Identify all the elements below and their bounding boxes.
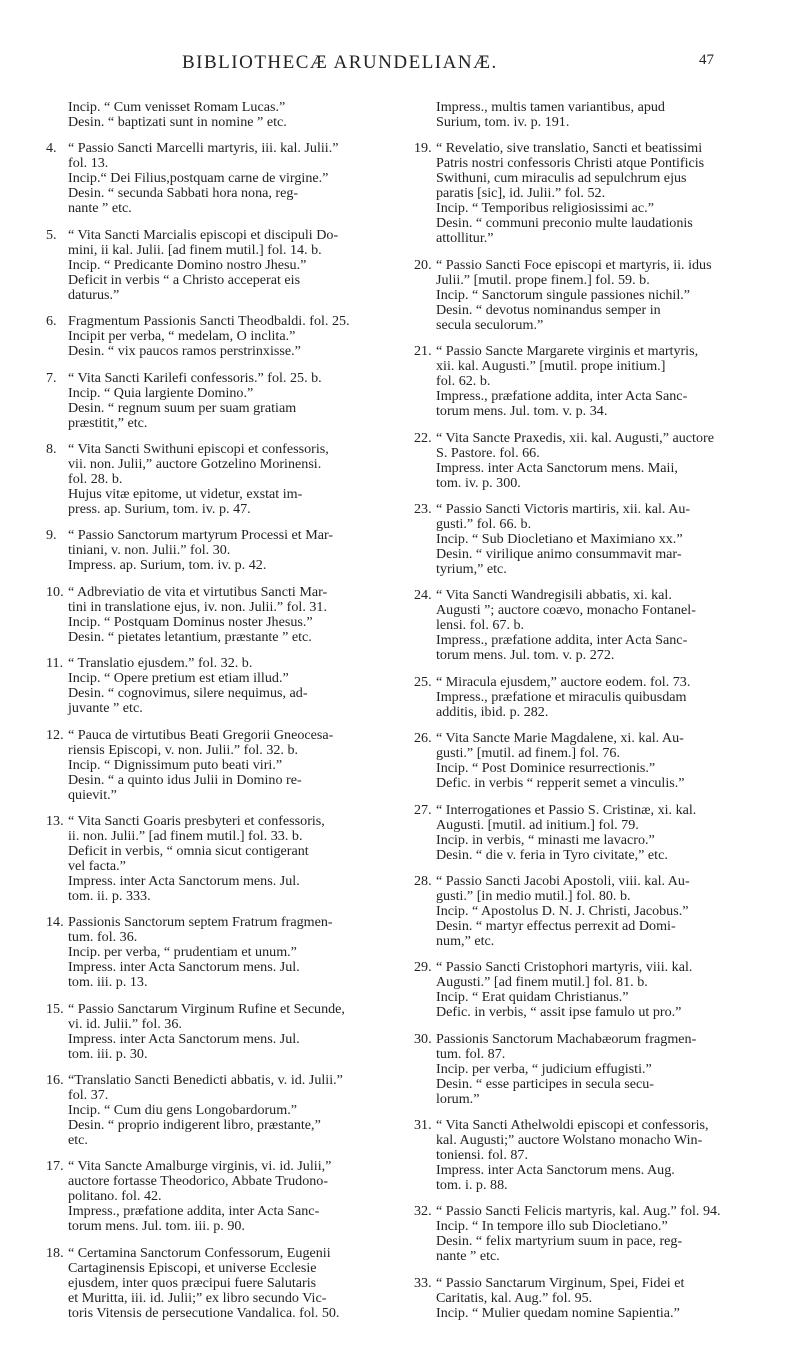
entry-line: Defic. in verbis “ repperit semet a vinculis.” (436, 775, 685, 792)
entry-line: lorum.” (436, 1090, 480, 1107)
entry-line: vi. id. Julii.” fol. 36. (68, 1015, 182, 1032)
entry-line: auctore fortasse Theodorico, Abbate Trudono- (68, 1173, 329, 1190)
entry-first-line (46, 1073, 382, 1088)
entry-first-line (46, 728, 382, 743)
entry-text: Passionis Sanctorum Machabæorum fragmen- (436, 1030, 697, 1047)
entry-text: “ Interrogationes et Passio S. Cristinæ, xi. kal. (436, 801, 697, 818)
entry-number: 28. (414, 872, 432, 889)
entry-number: 27. (414, 801, 432, 818)
entry-text: “ Passio Sancti Felicis martyris, kal. Aug.” fol. 94. (436, 1203, 721, 1220)
entry-line: gusti.” [in medio mutil.] fol. 80. b. (436, 887, 631, 904)
entry-line: fol. 13. (68, 155, 109, 172)
catalogue-entry (46, 100, 382, 130)
entry-line: Impress. inter Acta Sanctorum mens. Aug. (436, 1162, 675, 1179)
entry-line: Patris nostri confessoris Christi atque Pontificis (436, 155, 705, 172)
entry-line: Desin. “ secunda Sabbati hora nona, reg- (68, 185, 299, 202)
entry-line: Desin. “ proprio indigerent libro, præstante,” (68, 1117, 321, 1134)
entry-line: Incipit per verba, “ medelam, O inclita.” (68, 328, 296, 345)
entry-first-line (46, 1159, 382, 1174)
entry-number: 9. (46, 527, 57, 544)
entry-line: Desin. “ cognovimus, silere nequimus, ad- (68, 685, 308, 702)
entry-first-line (414, 1032, 750, 1047)
entry-line: Desin. “ baptizati sunt in nomine ” etc. (68, 114, 287, 130)
entry-first-line (414, 258, 750, 273)
entry-line: fol. 62. b. (436, 373, 491, 390)
entry-line: Incip. “ Predicante Domino nostro Jhesu.” (68, 256, 307, 273)
entry-line: riensis Episcopi, v. non. Julii.” fol. 32. b. (68, 741, 299, 758)
entry-line: tum. fol. 36. (68, 929, 138, 946)
entry-first-line (414, 803, 750, 818)
entry-line: Augusti. [mutil. ad initium.] fol. 79. (436, 816, 639, 833)
entry-text: “ Passio Sancte Margarete virginis et martyris, (436, 343, 699, 360)
entry-line: Incip. “ Temporibus religiosissimi ac.” (436, 200, 654, 217)
entry-text: “ Vita Sancti Wandregisili abbatis, xi. kal. (436, 587, 672, 604)
entry-line: attollitur.” (436, 230, 494, 247)
catalogue-entry (46, 585, 382, 645)
entry-text: “ Adbreviatio de vita et virtutibus Sancti Mar- (68, 583, 328, 600)
entry-number: 10. (46, 583, 64, 600)
entry-first-line (46, 585, 382, 600)
catalogue-entry (46, 1073, 382, 1148)
entry-line: Incip. “ Dignissimum puto beati viri.” (68, 756, 283, 773)
entry-line: Impress. ap. Surium, tom. iv. p. 42. (68, 557, 267, 574)
entry-line: mini, ii kal. Julii. [ad finem mutil.] fol. 14. b. (68, 241, 322, 258)
entry-number: 31. (414, 1117, 432, 1134)
entry-line: Julii.” [mutil. prope finem.] fol. 59. b. (436, 271, 650, 288)
entry-line: Incip.“ Dei Filius,postquam carne de virgine.” (68, 170, 329, 187)
entry-line: Cartaginensis Episcopi, et universe Ecclesie (68, 1259, 317, 1276)
entry-first-line: Incip. “ Cum venisset Romam Lucas.” (68, 99, 286, 115)
entry-line: lensi. fol. 67. b. (436, 617, 525, 634)
entry-line: Incip. “ Postquam Dominus noster Jhesus.” (68, 613, 313, 630)
entry-line: num,” etc. (436, 932, 495, 949)
entry-number: 21. (414, 343, 432, 360)
entry-line: et Muritta, iii. id. Julii;” ex libro secundo Vic- (68, 1289, 327, 1306)
entry-line: Incip. per verba, “ judicium effugisti.” (436, 1060, 652, 1077)
entry-number: 5. (46, 226, 57, 243)
entry-text: “ Passio Sanctarum Virginum Rufine et Secunde, (68, 1000, 345, 1017)
entry-first-line: Impress., multis tamen variantibus, apud (436, 99, 665, 115)
catalogue-entry (414, 141, 750, 246)
entry-line: Impress. inter Acta Sanctorum mens. Maii, (436, 459, 678, 476)
entry-line: Desin. “ devotus nominandus semper in (436, 301, 661, 318)
entry-number: 22. (414, 429, 432, 446)
catalogue-entry (46, 1159, 382, 1234)
entry-line: Incip. “ Post Dominice resurrectionis.” (436, 760, 656, 777)
entry-number: 15. (46, 1000, 64, 1017)
entry-number: 6. (46, 313, 57, 330)
entry-line: Desin. “ felix martyrium suum in pace, reg- (436, 1233, 683, 1250)
entry-line: Incip. per verba, “ prudentiam et unum.” (68, 944, 297, 961)
entry-number: 12. (46, 726, 64, 743)
entry-line: tom. iii. p. 30. (68, 1045, 148, 1062)
entry-text: Fragmentum Passionis Sancti Theodbaldi. fol. 25. (68, 313, 350, 330)
entry-number: 17. (46, 1158, 64, 1175)
catalogue-entry (414, 960, 750, 1020)
catalogue-entry (414, 344, 750, 419)
catalogue-entry (46, 442, 382, 517)
entry-line: tom. iv. p. 300. (436, 474, 521, 491)
entry-line: torum mens. Jul. tom. v. p. 34. (436, 403, 608, 420)
left-column (46, 100, 382, 1332)
entry-first-line (414, 431, 750, 446)
entry-line: Incip. “ Erat quidam Christianus.” (436, 989, 629, 1006)
entry-number: 18. (46, 1244, 64, 1261)
entry-line: Desin. “ esse participes in secula secu- (436, 1075, 654, 1092)
entry-number: 29. (414, 959, 432, 976)
entry-number: 26. (414, 730, 432, 747)
entry-line: secula seculorum.” (436, 316, 544, 333)
entry-line: Desin. “ vix paucos ramos perstrinxisse.” (68, 343, 301, 360)
entry-text: “ Pauca de virtutibus Beati Gregorii Gneocesa- (68, 726, 334, 743)
entry-first-line (46, 656, 382, 671)
entry-line: nante ” etc. (68, 200, 132, 217)
entry-line: Caritatis, kal. Aug.” fol. 95. (436, 1289, 593, 1306)
entry-line: fol. 37. (68, 1087, 109, 1104)
entry-line: Impress. inter Acta Sanctorum mens. Jul. (68, 959, 300, 976)
entry-line: Impress., præfatione addita, inter Acta Sanc- (436, 388, 688, 405)
catalogue-entry (46, 141, 382, 216)
entry-number: 33. (414, 1274, 432, 1291)
catalogue-entry (414, 258, 750, 333)
right-column (414, 100, 750, 1332)
entry-text: “ Passio Sancti Marcelli martyris, iii. kal. Julii.” (68, 140, 339, 157)
catalogue-entry (414, 1276, 750, 1321)
entry-line: Impress., præfatione addita, inter Acta Sanc- (436, 632, 688, 649)
entry-line: tom. iii. p. 13. (68, 974, 148, 991)
entry-line: Desin. “ a quinto idus Julii in Domino re- (68, 771, 302, 788)
entry-first-line (414, 675, 750, 690)
entry-line: S. Pastore. fol. 66. (436, 444, 540, 461)
catalogue-entry (46, 228, 382, 303)
entry-first-line (414, 588, 750, 603)
entry-line: juvante ” etc. (68, 700, 143, 717)
entry-text: “ Passio Sancti Cristophori martyris, viii. kal. (436, 959, 693, 976)
entry-first-line (414, 502, 750, 517)
entry-line: Impress., præfatione et miraculis quibusdam (436, 688, 687, 705)
entry-line: tum. fol. 87. (436, 1045, 506, 1062)
entry-line: tini in translatione ejus, iv. non. Julii.” fol. 31. (68, 598, 328, 615)
catalogue-entry (414, 1118, 750, 1193)
entry-number: 32. (414, 1203, 432, 1220)
entry-line: Incip. “ Opere pretium est etiam illud.” (68, 670, 289, 687)
entry-line: Desin. “ martyr effectus perrexit ad Domi- (436, 917, 676, 934)
entry-line: gusti.” fol. 66. b. (436, 515, 532, 532)
entry-line: Impress. inter Acta Sanctorum mens. Jul. (68, 1030, 300, 1047)
catalogue-entry (46, 371, 382, 431)
page-number: 47 (699, 52, 714, 68)
entry-line: Desin. “ communi preconio multe laudationis (436, 215, 693, 232)
entry-line: Desin. “ regnum suum per suam gratiam (68, 399, 297, 416)
entry-line: torum mens. Jul. tom. iii. p. 90. (68, 1218, 245, 1235)
entry-first-line (414, 960, 750, 975)
entry-text: “ Passio Sancti Victoris martiris, xii. kal. Au- (436, 500, 691, 517)
entry-text: “ Vita Sancti Swithuni episcopi et confessoris, (68, 440, 329, 457)
entry-text: “ Miracula ejusdem,” auctore eodem. fol. 73. (436, 673, 691, 690)
entry-line: ejusdem, inter quos præcipui fuere Salutaris (68, 1274, 317, 1291)
entry-line: Desin. “ pietates letantium, præstante ” etc. (68, 628, 312, 645)
catalogue-entry (46, 728, 382, 803)
entry-first-line (46, 1246, 382, 1261)
entry-line: nante ” etc. (436, 1248, 500, 1265)
entry-number: 24. (414, 587, 432, 604)
entry-first-line (46, 314, 382, 329)
entry-line: Incip. “ Cum diu gens Longobardorum.” (68, 1102, 297, 1119)
entry-first-line (46, 442, 382, 457)
entry-line: torum mens. Jul. tom. v. p. 272. (436, 647, 615, 664)
entry-text: “ Vita Sancte Amalburge virginis, vi. id. Julii,” (68, 1158, 332, 1175)
entry-text: “ Certamina Sanctorum Confessorum, Eugenii (68, 1244, 331, 1261)
catalogue-entry (414, 588, 750, 663)
entry-text: “ Vita Sancti Marcialis episcopi et discipuli Do- (68, 226, 339, 243)
catalogue-entry (414, 502, 750, 577)
entry-text: “ Vita Sancti Karilefi confessoris.” fol. 25. b. (68, 369, 322, 386)
entry-line: daturus.” (68, 286, 120, 303)
entry-number: 16. (46, 1072, 64, 1089)
entry-number: 14. (46, 914, 64, 931)
entry-first-line (46, 1002, 382, 1017)
entry-first-line (46, 915, 382, 930)
running-head: BIBLIOTHECÆ ARUNDELIANÆ. (182, 52, 498, 73)
entry-text: “ Passio Sanctarum Virginum, Spei, Fidei et (436, 1274, 685, 1291)
entry-text: Passionis Sanctorum septem Fratrum fragmen- (68, 914, 333, 931)
catalogue-entry (414, 1204, 750, 1264)
entry-line: Augusti ”; auctore coævo, monacho Fontanel- (436, 602, 696, 619)
entry-text: “ Vita Sancti Goaris presbyteri et confessoris, (68, 812, 325, 829)
entry-line: Incip. “ Sub Diocletiano et Maximiano xx.” (436, 530, 683, 547)
entry-line: Desin. “ virilique animo consummavit mar- (436, 545, 682, 562)
entry-number: 7. (46, 369, 57, 386)
entry-line: tiniani, v. non. Julii.” fol. 30. (68, 542, 231, 559)
entry-line: Augusti.” [ad finem mutil.] fol. 81. b. (436, 974, 648, 991)
entry-line: tom. ii. p. 333. (68, 887, 151, 904)
entry-line: præstitit,” etc. (68, 414, 148, 431)
entry-line: Incip. “ Mulier quedam nomine Sapientia.” (436, 1304, 680, 1321)
entry-line: Deficit in verbis “ a Christo acceperat eis (68, 271, 301, 288)
entry-first-line (414, 1276, 750, 1291)
entry-number: 11. (46, 655, 64, 672)
entry-line: ii. non. Julii.” [ad finem mutil.] fol. 33. b. (68, 827, 303, 844)
catalogue-entry (46, 915, 382, 990)
catalogue-entry (414, 803, 750, 863)
entry-number: 19. (414, 140, 432, 157)
entry-number: 23. (414, 500, 432, 517)
entry-line: vii. non. Julii,” auctore Gotzelino Morinensi. (68, 455, 322, 472)
entry-line: toniensi. fol. 87. (436, 1147, 528, 1164)
entry-line: paratis [sic], id. Julii.” fol. 52. (436, 185, 606, 202)
entry-text: “ Passio Sanctorum martyrum Processi et Mar- (68, 527, 334, 544)
entry-line: toris Vitensis de persecutione Vandalica. fol. 50. (68, 1304, 340, 1321)
entry-line: Hujus vitæ epitome, ut videtur, exstat im- (68, 485, 303, 502)
entry-line: additis, ibid. p. 282. (436, 703, 549, 720)
entry-line: Deficit in verbis, “ omnia sicut contigerant (68, 842, 309, 859)
entry-line: Impress. inter Acta Sanctorum mens. Jul. (68, 872, 300, 889)
catalogue-entry (414, 874, 750, 949)
entry-number: 25. (414, 673, 432, 690)
entry-text: “ Passio Sancti Foce episcopi et martyris, ii. idus (436, 256, 712, 273)
entry-number: 13. (46, 812, 64, 829)
catalogue-entry (414, 100, 750, 130)
entry-text: “ Vita Sancti Athelwoldi episcopi et confessoris, (436, 1117, 709, 1134)
entry-first-line (46, 814, 382, 829)
entry-first-line (414, 731, 750, 746)
entry-line: Swithuni, cum miraculis ad sepulchrum ejus (436, 170, 687, 187)
catalogue-entry (46, 528, 382, 573)
catalogue-entry (46, 1246, 382, 1321)
entry-text: “ Vita Sancte Praxedis, xii. kal. Augusti,” auctore (436, 429, 714, 446)
catalogue-entry (46, 1002, 382, 1062)
entry-line: tyrium,” etc. (436, 560, 507, 577)
entry-first-line (414, 874, 750, 889)
entry-line: xii. kal. Augusti.” [mutil. prope initium.] (436, 358, 666, 375)
catalogue-entry (46, 656, 382, 716)
catalogue-entry (46, 314, 382, 359)
entry-line: vel facta.” (68, 857, 126, 874)
catalogue-entry (414, 675, 750, 720)
entry-line: Incip. “ Sanctorum singule passiones nichil.” (436, 286, 691, 303)
entry-line: Incip. “ Quia largiente Domino.” (68, 384, 254, 401)
entry-line: tom. i. p. 88. (436, 1177, 508, 1194)
entry-line: press. ap. Surium, tom. iv. p. 47. (68, 500, 251, 517)
entry-line: etc. (68, 1132, 88, 1149)
entry-number: 30. (414, 1030, 432, 1047)
page-header (0, 52, 800, 76)
catalogue-entry (414, 431, 750, 491)
entry-line: Surium, tom. iv. p. 191. (436, 114, 570, 130)
entry-line: Impress., præfatione addita, inter Acta Sanc- (68, 1203, 320, 1220)
entry-text: “Translatio Sancti Benedicti abbatis, v. id. Julii.” (68, 1072, 343, 1089)
entry-number: 8. (46, 440, 57, 457)
entry-number: 4. (46, 140, 57, 157)
entry-text: “ Revelatio, sive translatio, Sancti et beatissimi (436, 140, 703, 157)
entry-line: Incip. “ In tempore illo sub Diocletiano.” (436, 1218, 668, 1235)
entry-line: politano. fol. 42. (68, 1188, 162, 1205)
entry-first-line (414, 141, 750, 156)
entry-line: fol. 28. b. (68, 470, 123, 487)
entry-line: Defic. in verbis, “ assit ipse famulo ut pro.” (436, 1004, 682, 1021)
entry-text: “ Vita Sancte Marie Magdalene, xi. kal. Au- (436, 730, 684, 747)
entry-first-line (414, 1118, 750, 1133)
catalogue-entry (414, 1032, 750, 1107)
entry-first-line (46, 228, 382, 243)
entry-line: quievit.” (68, 786, 117, 803)
entry-first-line (46, 141, 382, 156)
entry-line: Incip. “ Apostolus D. N. J. Christi, Jacobus.” (436, 902, 689, 919)
entry-first-line (46, 371, 382, 386)
entry-text: “ Passio Sancti Jacobi Apostoli, viii. kal. Au- (436, 872, 690, 889)
entry-number: 20. (414, 256, 432, 273)
entry-first-line (46, 528, 382, 543)
entry-line: gusti.” [mutil. ad finem.] fol. 76. (436, 745, 620, 762)
catalogue-entry (46, 814, 382, 904)
entry-first-line (414, 1204, 750, 1219)
catalogue-entry (414, 731, 750, 791)
entry-line: Desin. “ die v. feria in Tyro civitate,” etc. (436, 846, 668, 863)
entry-first-line (414, 344, 750, 359)
entry-line: kal. Augusti;” auctore Wolstano monacho Win- (436, 1132, 703, 1149)
entry-text: “ Translatio ejusdem.” fol. 32. b. (68, 655, 253, 672)
entry-line: Incip. in verbis, “ minasti me lavacro.” (436, 831, 655, 848)
